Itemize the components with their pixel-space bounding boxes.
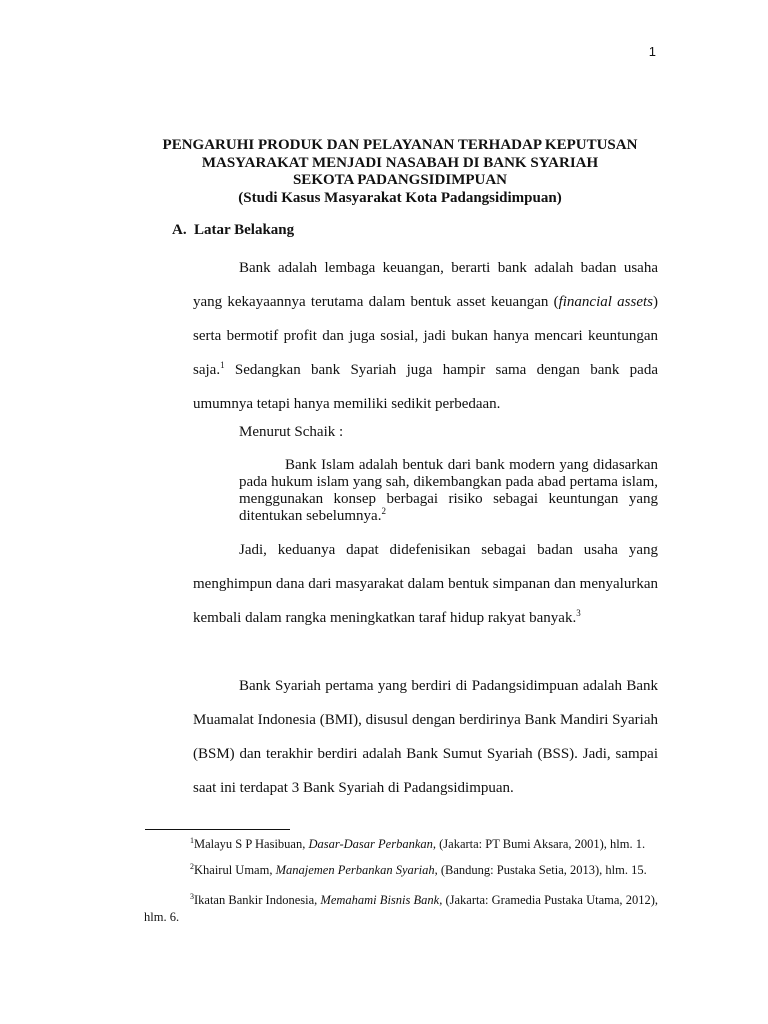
para1-text-2: ) serta bermotif profit dan juga sosial, jadi bukan hanya mencari keuntungan saja. — [193, 294, 658, 378]
footnote-3 — [144, 892, 658, 925]
title-line-3: SEKOTA PADANGSIDIMPUAN — [292, 172, 508, 188]
para2-text: Jadi, keduanya dapat didefenisikan sebagai badan usaha yang menghimpun dana dari masyarakat dalam bentuk simpanan dan menyalurkan kembali dalam rangka meningkatkan taraf hidup rakyat banyak. — [193, 542, 658, 626]
footnote-ref-3: 3 — [576, 608, 581, 618]
footnote-3-num: 3 — [190, 891, 194, 901]
footnote-1-num: 1 — [190, 835, 194, 845]
footnote-1 — [144, 836, 658, 853]
footnote-3-italic: Memahami Bisnis Bank, — [320, 893, 443, 907]
title-line-1: PENGARUHI PRODUK DAN PELAYANAN TERHADAP KEPUTUSAN — [162, 137, 638, 153]
title-line-2: MASYARAKAT MENJADI NASABAH DI BANK SYARIAH — [201, 154, 599, 171]
block-quote — [239, 457, 658, 525]
para1-italic-1: financial assets — [558, 294, 653, 310]
footnote-3-text-b: (Jakarta: Gramedia Pustaka Utama, 2012), hlm. 6. — [144, 893, 658, 924]
quote-text: Bank Islam adalah bentuk dari bank modern yang didasarkan pada hukum islam yang sah, dikembangkan pada abad pertama islam, menggunakan konsep berbagai risiko sebagai keuntungan yang ditentukan sebelumnya. — [239, 457, 658, 524]
title-line-4: (Studi Kasus Masyarakat Kota Padangsidimpuan) — [238, 189, 562, 206]
footnote-2-text-b: , (Bandung: Pustaka Setia, 2013), hlm. 15. — [434, 863, 647, 877]
page-number: 1 — [648, 44, 656, 59]
footnote-ref-1: 1 — [220, 360, 225, 370]
footnote-2 — [144, 862, 658, 879]
section-heading — [172, 222, 294, 239]
footnote-2-num: 2 — [190, 861, 194, 871]
document-title — [140, 137, 660, 207]
paragraph-3 — [193, 669, 658, 805]
footnote-2-italic: Manajemen Perbankan Syariah — [275, 863, 435, 877]
footnote-2-text-a: Khairul Umam, — [194, 863, 276, 877]
section-letter: A. — [172, 222, 187, 238]
footnote-3-text-a: Ikatan Bankir Indonesia, — [194, 893, 321, 907]
para3-text: Bank Syariah pertama yang berdiri di Padangsidimpuan adalah Bank Muamalat Indonesia (BMI), disusul dengan berdirinya Bank Mandiri Syariah (BSM) dan terakhir berdiri adalah Bank Sumut Syariah (BSS). Jadi, sampai saat ini terdapat 3 Bank Syariah di Padangsidimpuan. — [193, 678, 658, 796]
paragraph-2 — [193, 533, 658, 635]
footnote-1-text-a: Malayu S P Hasibuan, — [194, 837, 309, 851]
footnote-1-italic: Dasar-Dasar Perbankan, — [308, 837, 436, 851]
paragraph-1 — [193, 251, 658, 421]
footnote-1-text-b: (Jakarta: PT Bumi Aksara, 2001), hlm. 1. — [436, 837, 646, 851]
section-heading-text: Latar Belakang — [194, 222, 295, 238]
para1-text-1: Bank adalah lembaga keuangan, berarti bank adalah badan usaha yang kekayaannya terutama dalam bentuk asset keuangan ( — [193, 260, 658, 310]
footnote-ref-2: 2 — [381, 506, 386, 516]
footnote-divider — [145, 829, 290, 830]
menurut-line: Menurut Schaik : — [239, 424, 344, 440]
para1-text-3: Sedangkan bank Syariah juga hampir sama dengan bank pada umumnya tetapi hanya memiliki sedikit perbedaan. — [193, 362, 658, 412]
